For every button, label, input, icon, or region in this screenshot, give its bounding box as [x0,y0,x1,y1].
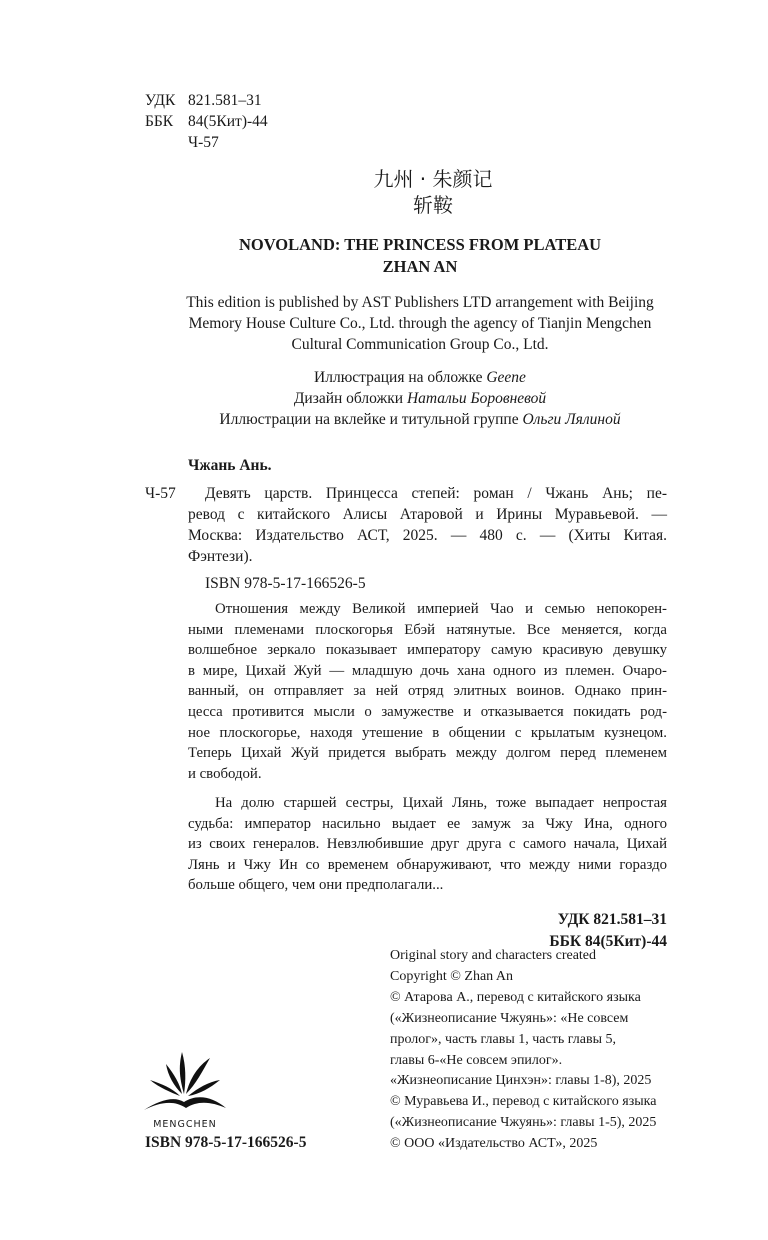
copyright-line: («Жизнеописание Чжуянь»: «Не совсем [390,1010,629,1026]
annotation-line: ванный, он отправляет за ней отряд элитных воинов. Однако прин- [188,683,667,700]
bib-line: Москва: Издательство АСТ, 2025. — 480 с. — (Хиты Китая. [188,527,667,544]
english-author: ZHAN AN [382,257,458,276]
credit-line [170,368,670,388]
annotation-line: Теперь Цихай Жуй придется выбрать между долгом перед племенем [188,745,667,762]
annotation-line: Отношения между Великой империей Чао и семью непокорен- [215,601,667,617]
udk-value: 821.581–31 [188,92,262,109]
english-title: NOVOLAND: THE PRINCESS FROM PLATEAU [238,235,602,254]
annotation-line: ное плоскогорье, находя утешение в общении с крылатым кузнецом. [188,724,667,741]
copyright-line: Original story and characters created [390,948,597,963]
bib-line: Девять царств. Принцесса степей: роман / Чжань Ань; пе- [205,485,667,502]
copyright-line: © Атарова А., перевод с китайского языка [390,989,641,1005]
footer-bbk: ББК 84(5Кит)-44 [549,933,667,950]
credit-name: Geene [486,369,526,386]
chinese-author: 斩鞍 [413,193,453,217]
annotation-line: На долю старшей сестры, Цихай Лянь, тоже выпадает непростая [215,794,667,811]
credit-line [170,410,670,430]
footer-udk: УДК 821.581–31 [557,911,667,928]
logo-text: MENGCHEN [153,1119,217,1130]
copyright-line: главы 6-«Не совсем эпилог». [390,1052,563,1068]
credit-label: Иллюстрация на обложке [314,369,487,386]
credit-name: Ольги Лялиной [522,411,621,428]
copyright-line: («Жизнеописание Чжуянь»: главы 1-5), 2025 [390,1115,657,1131]
annotation-line: больше общего, чем они предполагали... [188,877,444,894]
udk-label: УДК [145,92,176,109]
copyright-line: Copyright © Zhan An [390,968,514,984]
bib-mark: Ч-57 [145,485,176,502]
annotation-line: волшебное зеркало показывает императору самую красивую девушку [188,642,667,659]
edition-notice-line: Memory House Culture Co., Ltd. through the agency of Tianjin Mengchen [188,315,652,332]
edition-notice-line: Cultural Communication Group Co., Ltd. [291,336,549,353]
annotation-line: и свободой. [188,765,262,782]
annotation-line: из своих генералов. Невзлюбившие друг друга с самого начала, Цихай [188,836,667,853]
copyright-line: пролог», часть главы 1, часть главы 5, [390,1031,616,1047]
author-mark: Ч-57 [188,134,219,151]
isbn-bottom: ISBN 978-5-17-166526-5 [145,1134,307,1151]
annotation-line: цесса противится мысли о замужестве и отказывается покидать род- [188,704,667,720]
bbk-value: 84(5Кит)-44 [188,113,268,130]
credit-label: Дизайн обложки [293,390,407,407]
credit-name: Натальи Боровневой [406,390,547,407]
credit-line [170,389,670,409]
credit-label: Иллюстрации на вклейке и титульной группе [219,411,523,428]
bib-isbn: ISBN 978-5-17-166526-5 [205,575,366,592]
annotation-line: Лянь и Чжу Ин со временем обнаруживают, что между ними гораздо [188,856,667,873]
chinese-title: 九州 · 朱颜记 [373,167,493,191]
copyright-line: «Жизнеописание Цинхэн»: главы 1-8), 2025 [390,1073,652,1089]
bib-heading: Чжань Ань. [188,457,272,474]
annotation-line: судьба: император насильно выдает ее замуж за Чжу Ина, одного [188,815,667,832]
annotation-line: ными племенами плоскогорья Ебэй натянутые. Все меняется, когда [188,621,667,638]
copyright-line: © ООО «Издательство АСТ», 2025 [390,1136,598,1152]
bib-line: ревод с китайского Алисы Атаровой и Ирины Муравьевой. — [188,506,667,523]
mengchen-logo-icon [140,1050,230,1112]
bib-line: Фэнтези). [188,548,253,565]
edition-notice-line: This edition is published by AST Publishers LTD arrangement with Beijing [186,294,654,311]
copyright-line: © Муравьева И., перевод с китайского языка [390,1094,657,1110]
bbk-label: ББК [145,113,174,130]
annotation-line: в мире, Цихай Жуй — младшую дочь хана одного из племен. Очаро- [188,662,667,679]
mengchen-logo [140,1050,230,1130]
